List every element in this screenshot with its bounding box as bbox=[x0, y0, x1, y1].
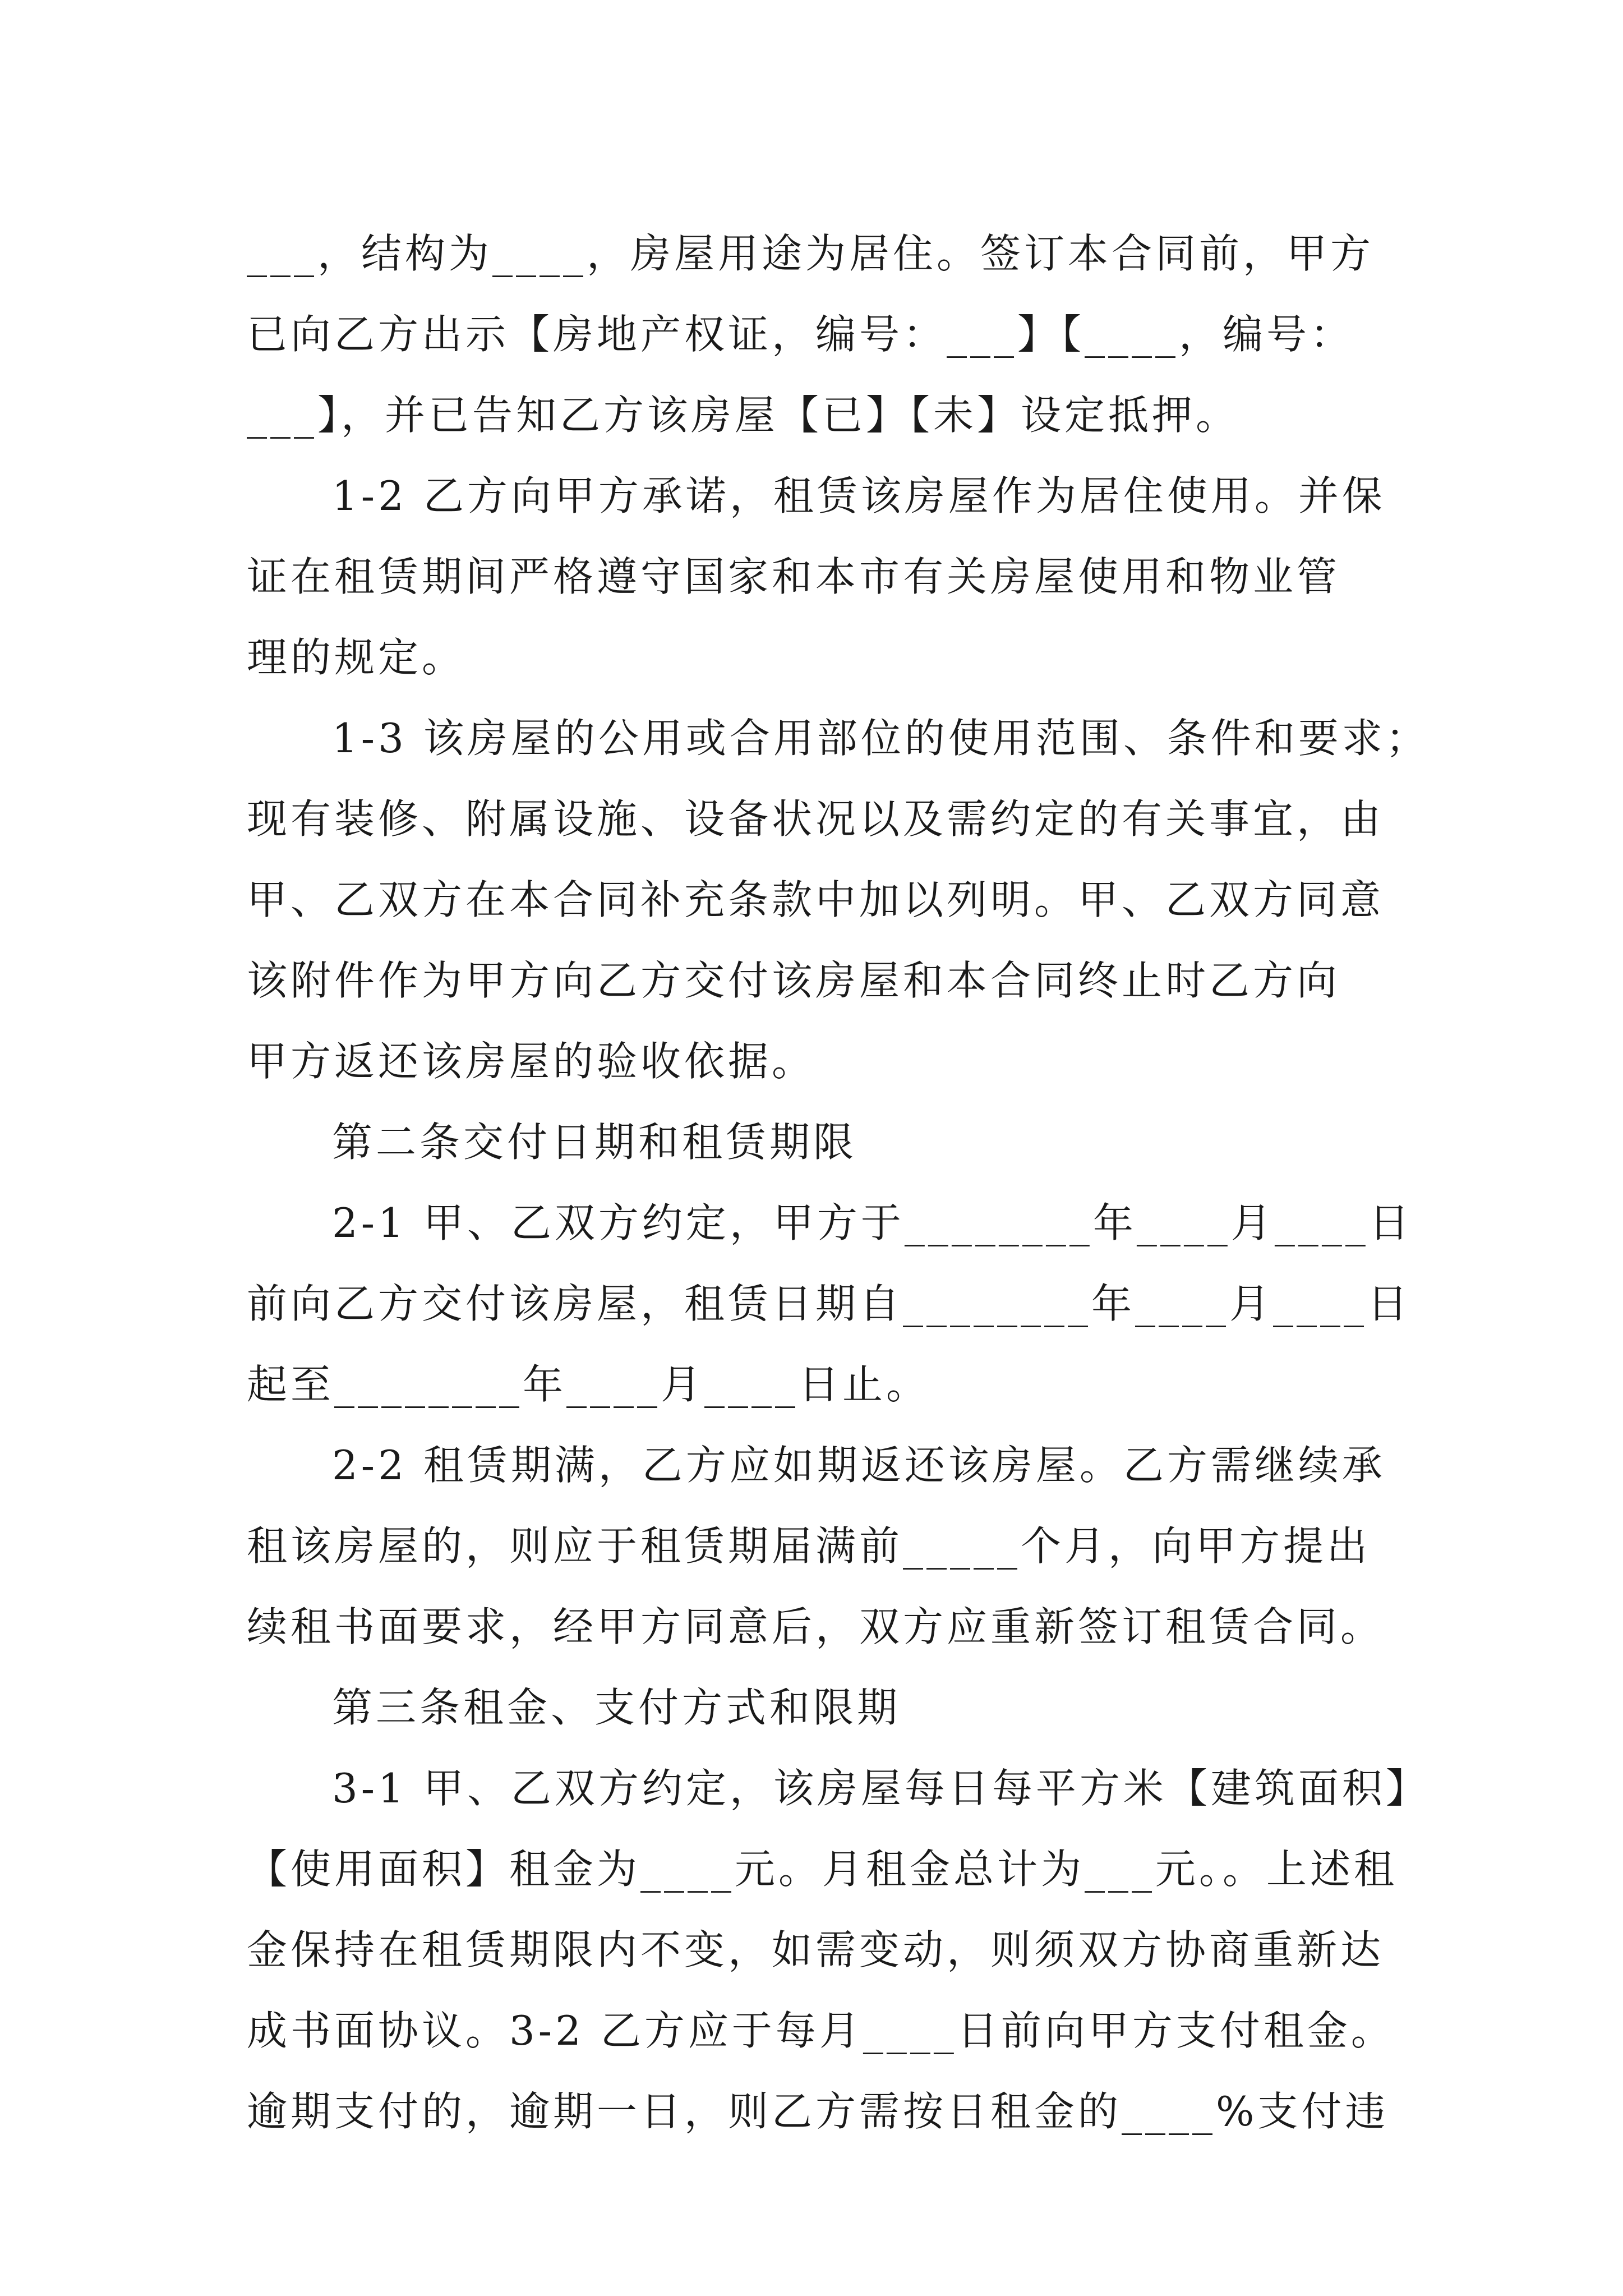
section-heading-3: 第三条租金、支付方式和限期 bbox=[332, 1684, 901, 1731]
text-line: 现有装修、附属设施、设备状况以及需约定的有关事宜，由 bbox=[247, 795, 1385, 843]
clause-1-3-line: 1-3 该房屋的公用或合用部位的使用范围、条件和要求； bbox=[332, 715, 1430, 762]
clause-1-2-line: 1-2 乙方向甲方承诺，租赁该房屋作为居住使用。并保 bbox=[332, 472, 1386, 519]
contract-text bbox=[247, 213, 1430, 2152]
text-line: 逾期支付的，逾期一日，则乙方需按日租金的____%支付违 bbox=[247, 2088, 1389, 2135]
text-line: 成书面协议。3-2 乙方应于每月____日前向甲方支付租金。 bbox=[247, 2007, 1395, 2054]
text-line: 理的规定。 bbox=[247, 634, 466, 681]
text-line: ___】，并已告知乙方该房屋【已】【未】设定抵押。 bbox=[247, 392, 1240, 439]
text-line: 金保持在租赁期限内不变，如需变动，则须双方协商重新达 bbox=[247, 1926, 1385, 1973]
text-line: 甲方返还该房屋的验收依据。 bbox=[247, 1038, 816, 1085]
clause-2-1-line: 2-1 甲、乙双方约定，甲方于________年____月____日 bbox=[332, 1199, 1413, 1246]
text-line: 续租书面要求，经甲方同意后，双方应重新签订租赁合同。 bbox=[247, 1603, 1385, 1650]
clause-3-1-line: 3-1 甲、乙双方约定，该房屋每日每平方米【建筑面积】 bbox=[332, 1765, 1430, 1812]
clause-2-2-line: 2-2 租赁期满，乙方应如期返还该房屋。乙方需继续承 bbox=[332, 1442, 1386, 1489]
text-line: 甲、乙双方在本合同补充条款中加以列明。甲、乙双方同意 bbox=[247, 876, 1385, 923]
section-heading-2: 第二条交付日期和租赁期限 bbox=[332, 1119, 857, 1166]
text-line: 已向乙方出示【房地产权证，编号：___】【____，编号： bbox=[247, 311, 1354, 358]
text-line: 该附件作为甲方向乙方交付该房屋和本合同终止时乙方向 bbox=[247, 957, 1341, 1004]
text-line: 租该房屋的，则应于租赁期届满前_____个月，向甲方提出 bbox=[247, 1522, 1371, 1570]
text-line: 【使用面积】租金为____元。月租金总计为___元。。上述租 bbox=[247, 1846, 1398, 1893]
text-line: ___，结构为____，房屋用途为居住。签订本合同前，甲方 bbox=[247, 230, 1375, 277]
text-line: 起至________年____月____日止。 bbox=[247, 1361, 930, 1408]
text-line: 证在租赁期间严格遵守国家和本市有关房屋使用和物业管 bbox=[247, 553, 1341, 600]
text-line: 前向乙方交付该房屋，租赁日期自________年____月____日 bbox=[247, 1280, 1412, 1327]
